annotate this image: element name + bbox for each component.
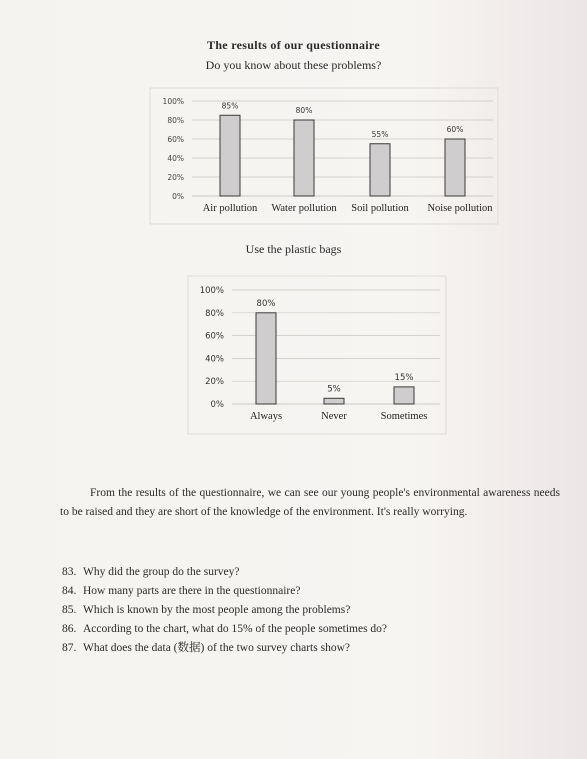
data-label: 5% [327, 384, 341, 395]
data-label: 85% [221, 101, 239, 111]
y-tick-label: 60% [205, 331, 224, 342]
question-number: 85. [62, 604, 77, 616]
question-number: 83. [62, 566, 77, 578]
y-tick-label: 80% [167, 116, 184, 125]
chart2-title: Use the plastic bags [245, 242, 342, 256]
question-84 [62, 582, 562, 601]
bar [256, 313, 276, 404]
bar [324, 398, 344, 404]
question-85 [62, 601, 562, 620]
category-label: Air pollution [202, 203, 258, 214]
page-title: The results of our questionnaire [207, 38, 380, 52]
category-label: Soil pollution [351, 203, 409, 214]
question-number: 87. [62, 642, 77, 654]
question-text: According to the chart, what do 15% of the people sometimes do? [83, 623, 388, 635]
chart1-title: Do you know about these problems? [205, 58, 382, 72]
category-label: Always [249, 411, 283, 422]
y-tick-label: 100% [199, 286, 224, 296]
y-tick-label: 60% [167, 135, 184, 144]
y-tick-label: 40% [205, 354, 224, 365]
y-tick-label: 0% [172, 192, 184, 201]
data-label: 80% [295, 106, 313, 115]
y-tick-label: 20% [205, 377, 224, 388]
data-label: 55% [371, 129, 389, 139]
question-text: Which is known by the most people among the problems? [83, 604, 351, 616]
question-text: How many parts are there in the questionnaire? [83, 585, 301, 597]
category-label: Sometimes [380, 411, 428, 422]
question-number: 86. [62, 623, 77, 635]
y-tick-label: 20% [167, 173, 184, 182]
bar [394, 387, 414, 404]
data-label: 80% [256, 298, 276, 309]
question-83 [62, 563, 562, 582]
question-text: What does the data (数据) of the two survey charts show? [83, 642, 350, 654]
category-label: Water pollution [271, 203, 337, 214]
data-label: 15% [394, 372, 414, 383]
data-label: 60% [446, 125, 464, 134]
question-number: 84. [62, 585, 77, 597]
y-tick-label: 0% [210, 400, 224, 410]
y-tick-label: 80% [205, 308, 224, 319]
conclusion-text: From the results of the questionnaire, we can see our young people's environmental awareness needs to be raised and they are short of the knowledge of the environment. It's really worrying. [60, 487, 560, 518]
y-tick-label: 40% [167, 154, 184, 163]
question-86 [62, 620, 562, 639]
question-87 [62, 639, 562, 658]
category-label: Noise pollution [427, 203, 493, 214]
conclusion-paragraph [60, 484, 560, 522]
question-text: Why did the group do the survey? [83, 566, 240, 578]
question-list [62, 563, 562, 658]
y-tick-label: 100% [162, 97, 184, 106]
category-label: Never [321, 411, 347, 422]
